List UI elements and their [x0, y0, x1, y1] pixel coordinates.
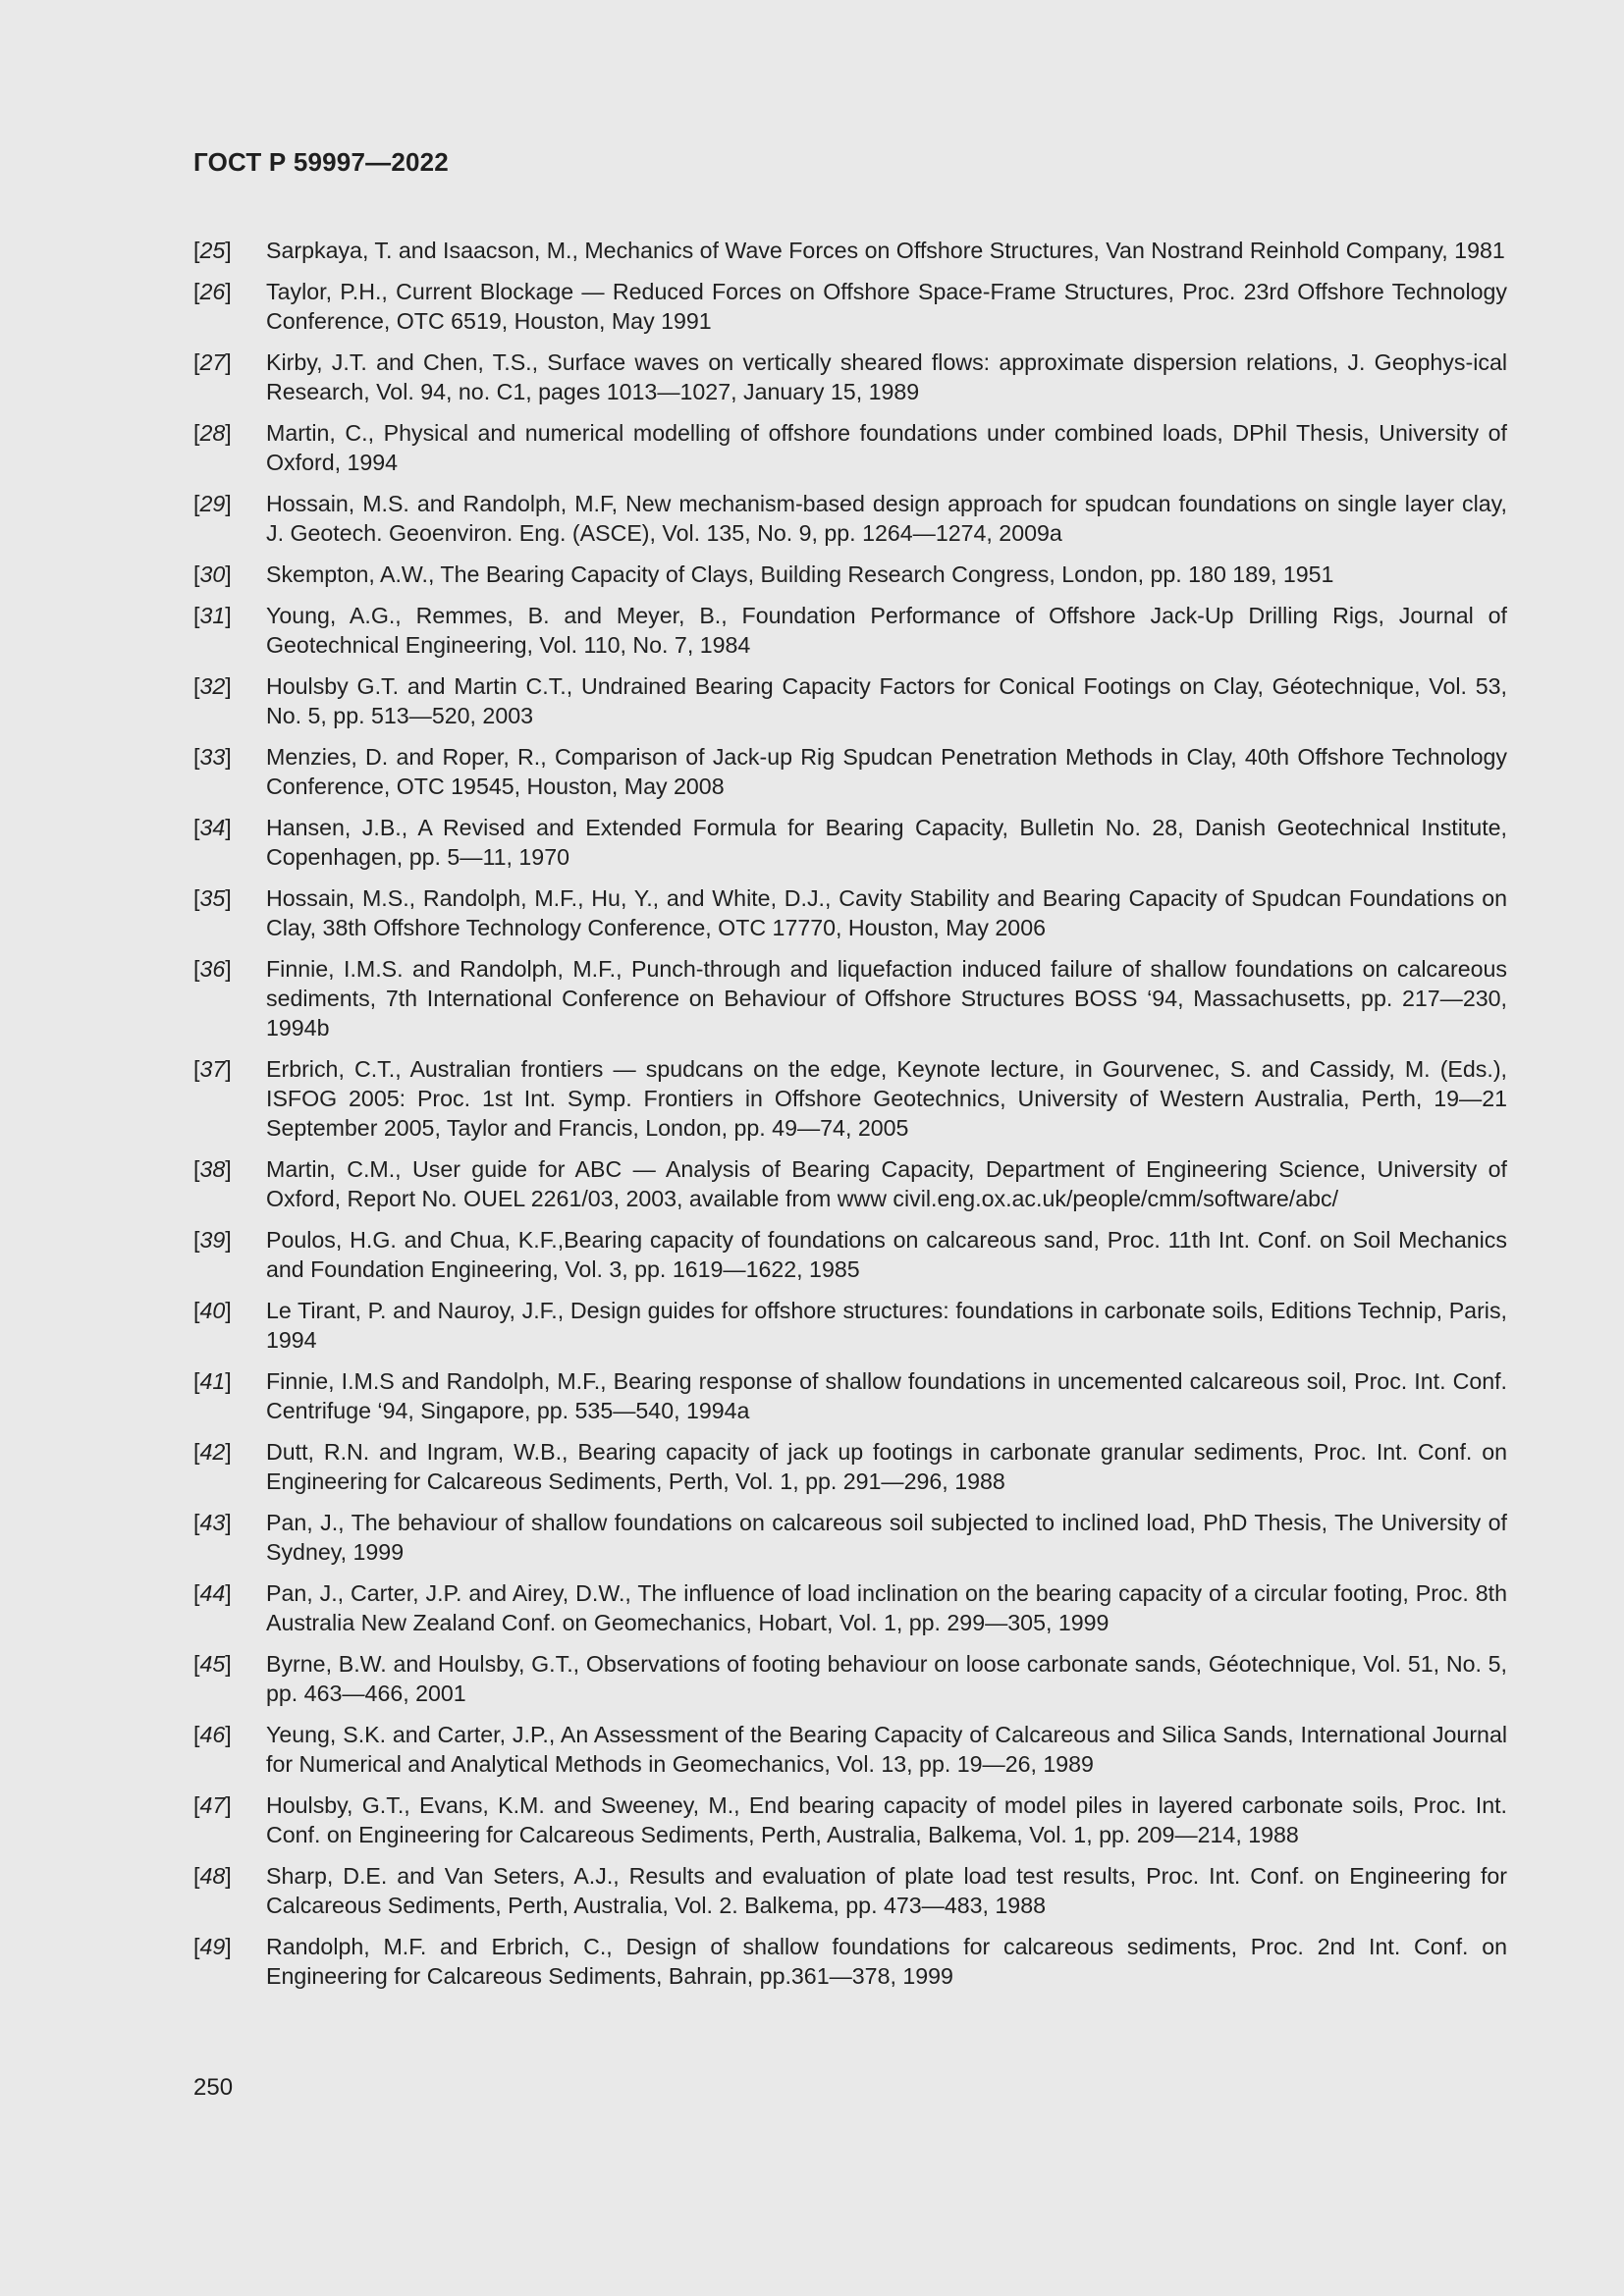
reference-number: [42]	[193, 1439, 232, 1465]
reference-entry	[193, 813, 1507, 872]
reference-entry	[193, 560, 1507, 589]
reference-entry	[193, 1932, 1507, 1991]
reference-entry	[193, 1720, 1507, 1779]
reference-text: Pan, J., Carter, J.P. and Airey, D.W., The influence of load inclination on the bearing capacity of a circular footing, Proc. 8th Australia New Zealand Conf. on Geomechanics, Hobart, Vol. 1, pp. 299—305, 1999	[266, 1580, 1507, 1635]
reference-text: Dutt, R.N. and Ingram, W.B., Bearing capacity of jack up footings in carbonate granular sediments, Proc. Int. Conf. on Engineering for Calcareous Sediments, Perth, Vol. 1, pp. 291—296, 1988	[266, 1439, 1507, 1494]
reference-number-value: 33	[199, 744, 226, 770]
reference-entry	[193, 418, 1507, 477]
reference-entry	[193, 277, 1507, 336]
reference-entry	[193, 1437, 1507, 1496]
reference-entry	[193, 1366, 1507, 1425]
reference-number: [37]	[193, 1056, 232, 1082]
reference-number: [31]	[193, 603, 232, 628]
reference-number: [27]	[193, 349, 232, 375]
reference-number: [49]	[193, 1934, 232, 1959]
reference-text: Hansen, J.B., A Revised and Extended Formula for Bearing Capacity, Bulletin No. 28, Danish Geotechnical Institute, Copenhagen, pp. 5—11, 1970	[266, 815, 1507, 870]
reference-entry	[193, 1225, 1507, 1284]
reference-entry	[193, 1154, 1507, 1213]
reference-text: Skempton, A.W., The Bearing Capacity of Clays, Building Research Congress, London, pp. 180 189, 1951	[266, 561, 1334, 587]
reference-number-value: 46	[199, 1722, 226, 1747]
reference-entry	[193, 347, 1507, 406]
document-header: ГОСТ Р 59997—2022	[193, 147, 449, 177]
reference-text: Taylor, P.H., Current Blockage — Reduced Forces on Offshore Space-Frame Structures, Proc. 23rd Offshore Technology Conference, OTC 6519, Houston, May 1991	[266, 279, 1507, 334]
reference-number: [30]	[193, 561, 232, 587]
reference-number: [33]	[193, 744, 232, 770]
reference-entry	[193, 1054, 1507, 1143]
reference-number-value: 43	[199, 1510, 226, 1535]
reference-list	[193, 236, 1507, 2002]
reference-number: [25]	[193, 238, 232, 263]
reference-number: [38]	[193, 1156, 232, 1182]
reference-number-value: 44	[199, 1580, 226, 1606]
reference-text: Martin, C., Physical and numerical modelling of offshore foundations under combined loads, DPhil Thesis, University of Oxford, 1994	[266, 420, 1507, 475]
reference-number-value: 32	[199, 673, 226, 699]
reference-entry	[193, 1508, 1507, 1567]
reference-entry	[193, 489, 1507, 548]
reference-text: Young, A.G., Remmes, B. and Meyer, B., Foundation Performance of Offshore Jack-Up Drilling Rigs, Journal of Geotechnical Engineering, Vol. 110, No. 7, 1984	[266, 603, 1507, 658]
reference-text: Finnie, I.M.S and Randolph, M.F., Bearing response of shallow foundations in uncemented calcareous soil, Proc. Int. Conf. Centrifuge ‘94, Singapore, pp. 535—540, 1994a	[266, 1368, 1507, 1423]
reference-text: Byrne, B.W. and Houlsby, G.T., Observations of footing behaviour on loose carbonate sands, Géotechnique, Vol. 51, No. 5, pp. 463—466, 2001	[266, 1651, 1507, 1706]
reference-entry	[193, 883, 1507, 942]
reference-number-value: 34	[199, 815, 226, 840]
reference-text: Erbrich, C.T., Australian frontiers — spudcans on the edge, Keynote lecture, in Gourvenec, S. and Cassidy, M. (Eds.), ISFOG 2005: Proc. 1st Int. Symp. Frontiers in Offshore Geotechnics, University of Western Australia, Perth, 19—21 September 2005, Taylor and Francis, London, pp. 49—74, 2005	[266, 1056, 1507, 1141]
reference-number: [26]	[193, 279, 232, 304]
reference-number: [47]	[193, 1792, 232, 1818]
reference-text: Pan, J., The behaviour of shallow foundations on calcareous soil subjected to inclined load, PhD Thesis, The University of Sydney, 1999	[266, 1510, 1507, 1565]
reference-text: Martin, C.M., User guide for ABC — Analysis of Bearing Capacity, Department of Engineering Science, University of Oxford, Report No. OUEL 2261/03, 2003, available from www civil.eng.ox.ac.uk/people/cmm/software/abc/	[266, 1156, 1507, 1211]
reference-text: Finnie, I.M.S. and Randolph, M.F., Punch-through and liquefaction induced failure of shallow foundations on calcareous sediments, 7th International Conference on Behaviour of Offshore Structures BOSS ‘94, Massachusetts, pp. 217—230, 1994b	[266, 956, 1507, 1041]
reference-number: [48]	[193, 1863, 232, 1889]
reference-text: Houlsby, G.T., Evans, K.M. and Sweeney, M., End bearing capacity of model piles in layered carbonate soils, Proc. Int. Conf. on Engineering for Calcareous Sediments, Perth, Australia, Balkema, Vol. 1, pp. 209—214, 1988	[266, 1792, 1507, 1847]
reference-number-value: 45	[199, 1651, 226, 1677]
reference-text: Menzies, D. and Roper, R., Comparison of Jack-up Rig Spudcan Penetration Methods in Clay, 40th Offshore Technology Conference, OTC 19545, Houston, May 2008	[266, 744, 1507, 799]
reference-number: [40]	[193, 1298, 232, 1323]
reference-number: [41]	[193, 1368, 232, 1394]
reference-number-value: 25	[199, 238, 226, 263]
reference-number: [29]	[193, 491, 232, 516]
reference-entry	[193, 1649, 1507, 1708]
reference-number-value: 47	[199, 1792, 226, 1818]
page-number: 250	[193, 2074, 234, 2101]
reference-number-value: 31	[199, 603, 226, 628]
reference-number: [28]	[193, 420, 232, 446]
reference-number-value: 29	[199, 491, 226, 516]
reference-entry	[193, 742, 1507, 801]
reference-number-value: 40	[199, 1298, 226, 1323]
reference-number-value: 27	[199, 349, 226, 375]
reference-entry	[193, 1790, 1507, 1849]
reference-number: [34]	[193, 815, 232, 840]
reference-text: Houlsby G.T. and Martin C.T., Undrained Bearing Capacity Factors for Conical Footings on Clay, Géotechnique, Vol. 53, No. 5, pp. 513—520, 2003	[266, 673, 1507, 728]
reference-text: Hossain, M.S., Randolph, M.F., Hu, Y., and White, D.J., Cavity Stability and Bearing Capacity of Spudcan Foundations on Clay, 38th Offshore Technology Conference, OTC 17770, Houston, May 2006	[266, 885, 1507, 940]
reference-number-value: 39	[199, 1227, 226, 1253]
reference-number-value: 36	[199, 956, 226, 982]
reference-number: [45]	[193, 1651, 232, 1677]
reference-text: Hossain, M.S. and Randolph, M.F, New mechanism-based design approach for spudcan foundations on single layer clay, J. Geotech. Geoenviron. Eng. (ASCE), Vol. 135, No. 9, pp. 1264—1274, 2009a	[266, 491, 1507, 546]
reference-number-value: 26	[199, 279, 226, 304]
reference-text: Le Tirant, P. and Nauroy, J.F., Design guides for offshore structures: foundations in carbonate soils, Editions Technip, Paris, 1994	[266, 1298, 1507, 1353]
reference-number: [39]	[193, 1227, 232, 1253]
reference-number-value: 41	[199, 1368, 226, 1394]
reference-number: [46]	[193, 1722, 232, 1747]
reference-entry	[193, 954, 1507, 1042]
reference-number: [35]	[193, 885, 232, 911]
reference-number-value: 28	[199, 420, 226, 446]
reference-number-value: 30	[199, 561, 226, 587]
reference-entry	[193, 1578, 1507, 1637]
reference-number: [32]	[193, 673, 232, 699]
reference-number-value: 42	[199, 1439, 226, 1465]
reference-entry	[193, 671, 1507, 730]
reference-text: Poulos, H.G. and Chua, K.F.,Bearing capacity of foundations on calcareous sand, Proc. 11th Int. Conf. on Soil Mechanics and Foundation Engineering, Vol. 3, pp. 1619—1622, 1985	[266, 1227, 1507, 1282]
reference-number-value: 35	[199, 885, 226, 911]
reference-text: Sharp, D.E. and Van Seters, A.J., Results and evaluation of plate load test results, Proc. Int. Conf. on Engineering for Calcareous Sediments, Perth, Australia, Vol. 2. Balkema, pp. 473—483, 1988	[266, 1863, 1507, 1918]
reference-number: [43]	[193, 1510, 232, 1535]
reference-entry	[193, 601, 1507, 660]
reference-number-value: 37	[199, 1056, 226, 1082]
reference-entry	[193, 236, 1507, 265]
reference-number-value: 48	[199, 1863, 226, 1889]
reference-entry	[193, 1861, 1507, 1920]
reference-number-value: 49	[199, 1934, 226, 1959]
reference-number: [36]	[193, 956, 232, 982]
reference-text: Kirby, J.T. and Chen, T.S., Surface waves on vertically sheared flows: approximate dispersion relations, J. Geophys-ical Research, Vol. 94, no. C1, pages 1013—1027, January 15, 1989	[266, 349, 1507, 404]
reference-number: [44]	[193, 1580, 232, 1606]
reference-number-value: 38	[199, 1156, 226, 1182]
reference-text: Randolph, M.F. and Erbrich, C., Design of shallow foundations for calcareous sediments, Proc. 2nd Int. Conf. on Engineering for Calcareous Sediments, Bahrain, pp.361—378, 1999	[266, 1934, 1507, 1989]
reference-text: Sarpkaya, T. and Isaacson, M., Mechanics of Wave Forces on Offshore Structures, Van Nostrand Reinhold Company, 1981	[266, 238, 1505, 263]
reference-entry	[193, 1296, 1507, 1355]
reference-text: Yeung, S.K. and Carter, J.P., An Assessment of the Bearing Capacity of Calcareous and Silica Sands, International Journal for Numerical and Analytical Methods in Geomechanics, Vol. 13, pp. 19—26, 1989	[266, 1722, 1507, 1777]
